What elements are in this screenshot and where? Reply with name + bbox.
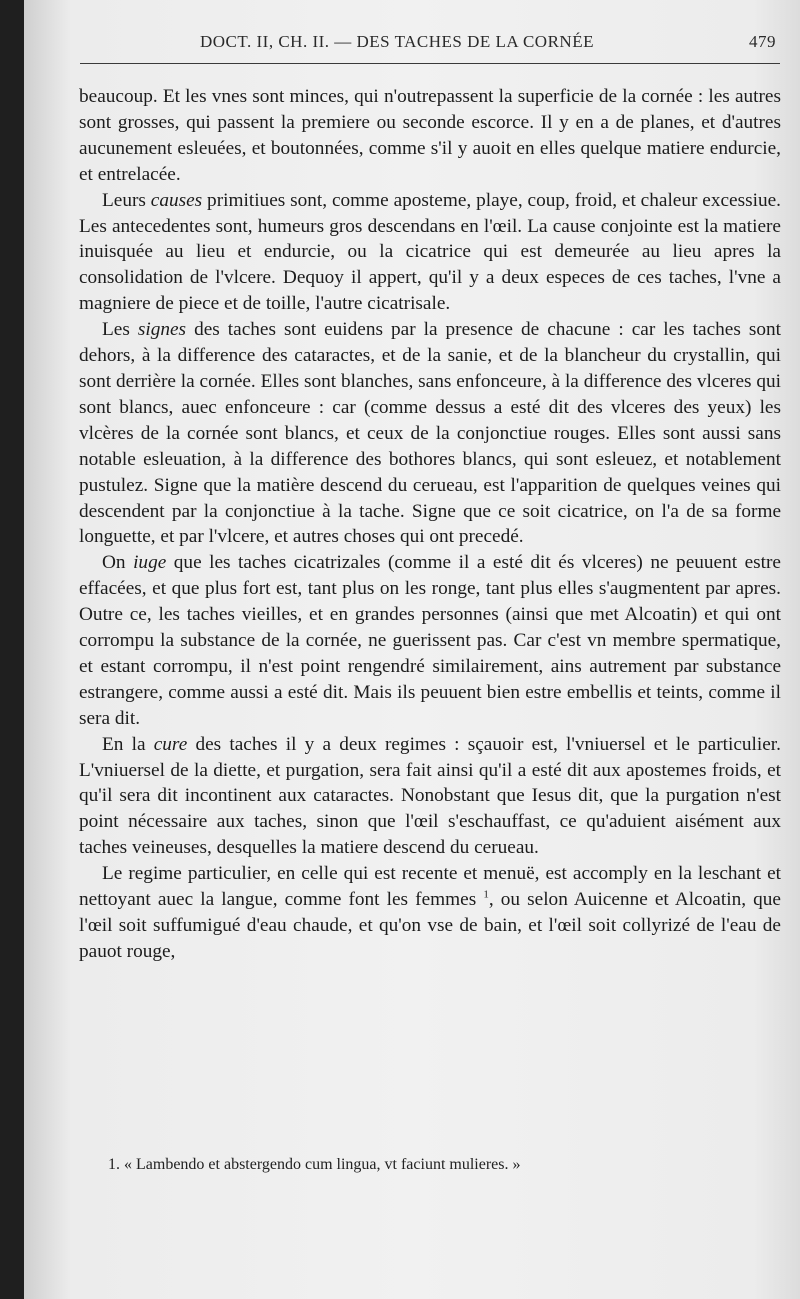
italic-causes: causes (150, 189, 203, 211)
italic-signes: signes (137, 319, 187, 341)
italic-cure: cure (153, 733, 188, 755)
book-page (24, 0, 800, 1299)
paragraph-regime: Le regime particulier, en celle qui est recente et menuë, est accomply en la leschant et nettoyant auec la langue, comme font les femmes $^1$, ou selon Auicenne et Alcoatin, que l'œil soit suffumigué d'eau chaude, et qu'on vse de bain, et l'œil soit collyrizé de l'eau de pauot rouge, (79, 863, 781, 962)
paragraph-continuation: beaucoup. Et les vnes sont minces, qui n'outrepassent la superficie de la cornée : les autres sont grosses, qui passent la premiere ou seconde escorce. Il y en a de planes, et d'autres aucunement esleuées, et boutonnées, comme s'il y auoit en elles quelque matiere endurcie, et entrelacée. (79, 86, 781, 185)
running-title: DOCT. II, CH. II. — DES TACHES DE LA CORNÉE (200, 32, 594, 51)
body-text (79, 84, 781, 965)
header-rule (80, 63, 780, 64)
paragraph-signes: Les signes des taches sont euidens par la presence de chacune : car les taches sont dehors, à la difference des cataractes, et de la sanie, et de la blancheur du crystallin, qui sont derrière la cornée. Elles sont blanches, sans enfonceure, à la difference des vlceres qui sont blancs, auec enfonceure : car (comme dessus a esté dit des vlceres des yeux) les vlcères de la cornée sont blancs, et ceux de la conjonctiue rouges. Elles sont aussi sans notable esleuation, à la difference des bothores blancs, qui sont esleuez, et notablement pustulez. Signe que la matière descend du cerueau, est l'apparition de quelques veines qui descendent par la conjonctiue à la tache. Signe que ce soit cicatrice, on l'a de sa forme longuette, et par l'vlcere, et autres choses qui ont precedé. (79, 319, 781, 548)
italic-iuge: iuge (133, 552, 167, 574)
footnote-marker: 1 (483, 888, 489, 901)
paragraph-iuge: On iuge que les taches cicatrizales (comme il a esté dit és vlceres) ne peuuent estre effacées, et que plus fort est, tant plus on les ronge, tant plus elles s'augmentent par apres. Outre ce, les taches vieilles, et en grandes personnes (ainsi que met Alcoatin) et qui ont corrompu la substance de la cornée, ne guerissent pas. Car c'est vn membre spermatique, et estant corrompu, il n'est point rengendré similairement, ains autrement par substance estrangere, comme aussi a esté dit. Mais ils peuuent bien estre embellis et teints, comme il sera dit. (79, 552, 781, 729)
footnote: 1. « Lambendo et abstergendo cum lingua, vt faciunt mulieres. » (108, 1156, 521, 1173)
page-number: 479 (749, 32, 776, 51)
paragraph-causes: Leurs causes primitiues sont, comme aposteme, playe, coup, froid, et chaleur excessiue. Les antecedentes sont, humeurs gros descendans en l'œil. La cause conjointe est la matiere inuisquée au lieu et endurcie, ou la cicatrice qui est demeurée au lieu apres la consolidation de l'vlcere. Dequoy il appert, qu'il y a deux especes de ces taches, l'vne a magniere de piece et de toille, l'autre cicatrisale. (79, 189, 781, 315)
running-header (80, 30, 780, 60)
paragraph-cure: En la cure des taches il y a deux regimes : sçauoir est, l'vniuersel et le particulier. L'vniuersel de la diette, et purgation, sera fait ainsi qu'il a esté dit aux apostemes froids, et qu'il sera dit incontinent aux cataractes. Nonobstant que Iesus dit, que la purgation n'est point nécessaire aux taches, sinon que l'œil s'eschauffast, ce qu'aduient aisément aux taches veineuses, desquelles la matiere descend du cerueau. (79, 733, 781, 859)
